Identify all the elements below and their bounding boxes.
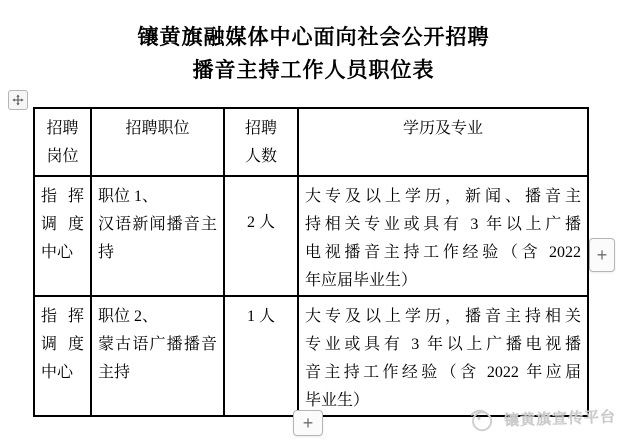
document-title-line2: 播音主持工作人员职位表: [192, 59, 435, 82]
header-cell-post[interactable]: 招聘 岗位: [34, 108, 91, 176]
count-value: 2 人: [246, 214, 275, 231]
count-value: 1 人: [246, 308, 275, 325]
table-row: [34, 296, 588, 416]
header-cell-count[interactable]: 招聘 人数: [224, 108, 298, 176]
cell-department[interactable]: 指挥 调度 中心: [34, 176, 91, 296]
table-row: [34, 176, 588, 296]
table-header-row: [34, 108, 588, 176]
recruitment-table: [33, 107, 589, 417]
cell-count[interactable]: [224, 296, 298, 416]
cell-department[interactable]: 指挥 调度 中心: [34, 296, 91, 416]
cell-position[interactable]: 职位 2、 蒙古语广播播音 主持: [91, 296, 224, 416]
move-arrows-icon: [12, 94, 24, 106]
watermark-text: 镶黄旗宣传平台: [503, 408, 617, 429]
cell-requirements[interactable]: 大专及以上学历，新闻、播音主 持相关专业或具有 3 年以上广播 电视播音主持工作经验（含 2022 年应届毕业生）: [298, 176, 588, 296]
cell-requirements[interactable]: 大专及以上学历，播音主持相关 专业或具有 3 年以上广播电视播 音主持工作经验（含 2022 年应届 毕业生）: [298, 296, 588, 416]
add-column-button[interactable]: +: [589, 238, 615, 272]
document-title: [0, 21, 627, 87]
cell-count[interactable]: [224, 176, 298, 296]
table-move-handle[interactable]: [8, 90, 28, 110]
add-row-button[interactable]: +: [293, 410, 323, 436]
header-cell-major[interactable]: 学历及专业: [298, 108, 588, 176]
header-cell-position[interactable]: 招聘职位: [91, 108, 224, 176]
document-title-line1: 镶黄旗融媒体中心面向社会公开招聘: [137, 26, 490, 49]
cell-position[interactable]: 职位 1、 汉语新闻播音主 持: [91, 176, 224, 296]
